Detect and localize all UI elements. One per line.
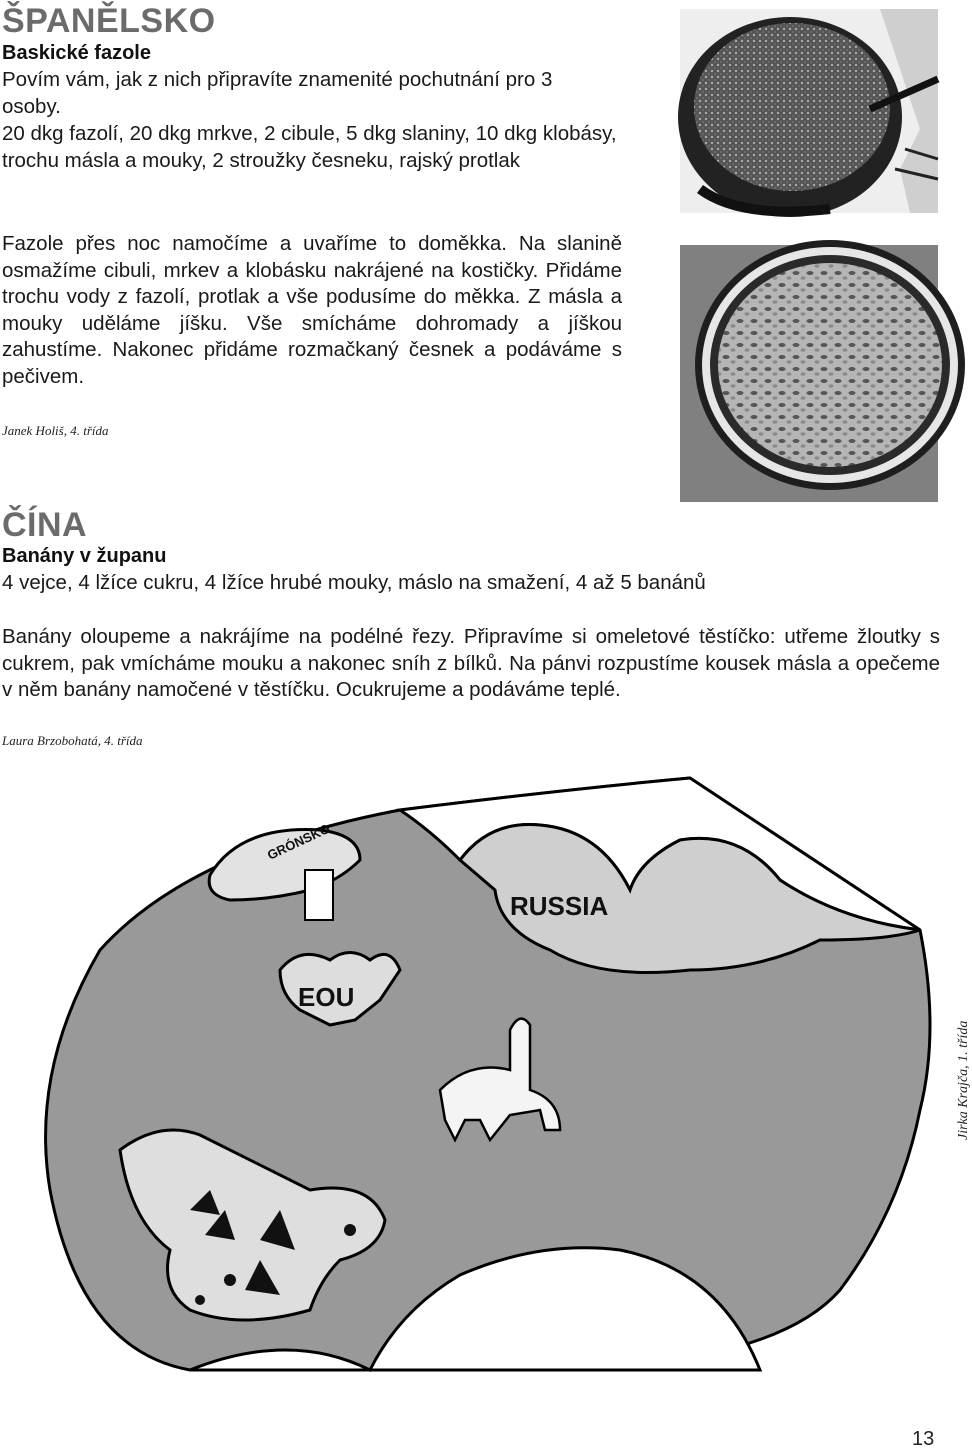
china-recipe-title: Banány v županu	[2, 545, 167, 567]
photo-plate-beans	[680, 245, 938, 502]
spain-recipe-title: Baskické fazole	[2, 42, 151, 64]
label-eu: EOU	[298, 982, 355, 1012]
spain-heading: ŠPANĚLSKO	[2, 2, 216, 40]
spain-ingredients: 20 dkg fazolí, 20 dkg mrkve, 2 cibule, 5 dkg slaniny, 10 dkg klobásy, trochu másla a mouky, 2 stroužky česneku, rajský protlak	[2, 122, 617, 172]
drawing-author: Jirka Krajča, 1. třída	[956, 1020, 971, 1140]
china-heading: ČÍNA	[2, 506, 88, 544]
photo-pot-stew	[680, 9, 938, 213]
page-number: 13	[912, 1428, 935, 1450]
china-instructions: Banány oloupeme a nakrájíme na podélné řezy. Připravíme si omeletové těstíčko: utřeme žloutky s cukrem, pak vmícháme mouku a nakonec sníh z bílků. Na pánvi rozpustíme kousek másla a opečeme v něm banány namočené v těstíčku. Ocukrujeme a podáváme teplé.	[2, 625, 940, 702]
china-ingredients: 4 vejce, 4 lžíce cukru, 4 lžíce hrubé mouky, máslo na smažení, 4 až 5 banánů	[2, 571, 706, 594]
label-greenland: GRÓNSKO	[264, 820, 333, 863]
label-russia: RUSSIA	[510, 891, 609, 921]
spain-intro: Povím vám, jak z nich připravíte znamenité pochutnání pro 3 osoby.	[2, 68, 553, 118]
drawing-map	[40, 770, 930, 1380]
china-author: Laura Brzobohatá, 4. třída	[2, 733, 143, 748]
spain-author: Janek Holiš, 4. třída	[2, 423, 109, 438]
spain-instructions: Fazole přes noc namočíme a uvaříme to doměkka. Na slanině osmažíme cibuli, mrkev a klobásku nakrájené na kostičky. Přidáme trochu vody z fazolí, protlak a vše podusíme do měkka. Z másla a mouky uděláme jíšku. Vše smícháme dohromady a jíškou zahustíme. Nakonec přidáme rozmačkaný česnek a podáváme s pečivem.	[2, 232, 622, 388]
